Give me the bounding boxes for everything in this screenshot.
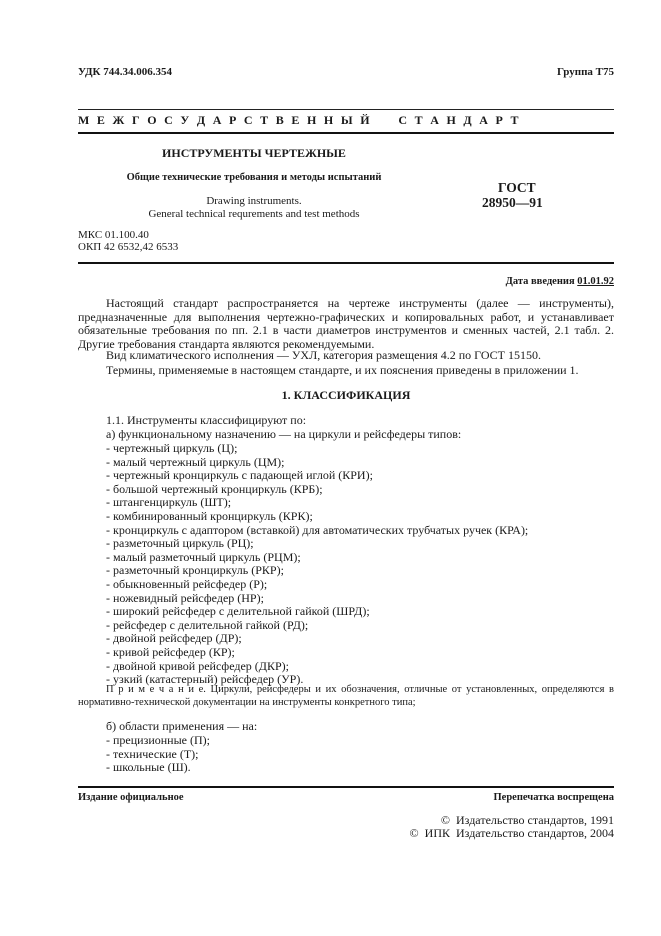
english-title-line1: Drawing instruments. (206, 195, 302, 207)
list-item: - комбинированный кронциркуль (КРК); (106, 508, 313, 523)
document-subtitle: Общие технические требования и методы испытаний (126, 172, 382, 183)
reprint-notice: Перепечатка воспрещена (493, 792, 614, 803)
list-item: - большой чертежный кронциркуль (КРБ); (106, 481, 323, 496)
list-item: - ножевидный рейсфедер (НР); (106, 590, 264, 605)
effective-date (506, 276, 614, 287)
section-heading: 1. КЛАССИФИКАЦИЯ (281, 388, 411, 402)
note-label: П р и м е ч а н и е. (106, 684, 206, 695)
list-item: - кронциркуль с адаптором (вставкой) для автоматических трубчатых ручек (КРА); (106, 522, 529, 537)
list-item: - разметочный кронциркуль (РКР); (106, 563, 284, 578)
application-area-list (106, 734, 614, 775)
group-code: Группа Т75 (556, 66, 614, 78)
copyright-1991: © Издательство стандартов, 1991 (440, 813, 614, 827)
standard-banner: М Е Ж Г О С У Д А Р С Т В Е Н Н Ы Й С Т А Н Д А Р Т (78, 113, 521, 127)
english-title-line2: General technical requrements and test methods (148, 208, 360, 220)
list-item: - разметочный циркуль (РЦ); (106, 536, 254, 551)
effective-date-value: 01.01.92 (577, 276, 614, 287)
list-item: - кривой рейсфедер (КР); (106, 644, 235, 659)
copyright-2004: © ИПК Издательство стандартов, 2004 (409, 826, 614, 840)
list-item: - школьные (Ш). (106, 760, 191, 775)
note-text: Циркули, рейсфедеры и их обозначения, отличные от установленных, определяются в нормативно-технической документации на инструменты конкретного типа; (78, 684, 615, 708)
list-item: - узкий (катастерный) рейсфедер (УР). (106, 672, 304, 687)
list-item: - малый разметочный циркуль (РЦМ); (106, 549, 301, 564)
list-item: - чертежный циркуль (Ц); (106, 441, 238, 455)
title-bottom-rule (78, 262, 614, 264)
okp-code: ОКП 42 6532,42 6533 (78, 241, 179, 253)
list-item: - двойной рейсфедер (ДР); (106, 631, 242, 646)
official-edition: Издание официальное (78, 792, 184, 803)
document-title: ИНСТРУМЕНТЫ ЧЕРТЕЖНЫЕ (162, 146, 346, 160)
list-item: - двойной кривой рейсфедер (ДКР); (106, 658, 289, 673)
gost-label: ГОСТ (498, 180, 536, 195)
gost-number: 28950—91 (482, 195, 543, 210)
list-item: - малый чертежный циркуль (ЦМ); (106, 454, 285, 469)
list-item: - штангенциркуль (ШТ); (106, 495, 232, 510)
intro-paragraph-3: Термины, применяемые в настоящем стандарте, и их пояснения приведены в приложении 1. (106, 363, 579, 377)
effective-date-label: Дата введения (505, 276, 575, 287)
intro-paragraph-2: Вид климатического исполнения — УХЛ, категория размещения 4.2 по ГОСТ 15150. (106, 348, 541, 362)
clause-1-1: 1.1. Инструменты классифицируют по: (106, 413, 307, 427)
list-item: - чертежный кронциркуль с падающей иглой (КРИ); (106, 468, 373, 483)
clause-b-intro: б) области применения — на: (106, 719, 258, 733)
list-item: - прецизионные (П); (106, 733, 210, 747)
udk-code: УДК 744.34.006.354 (78, 66, 173, 78)
instrument-type-list (106, 442, 614, 687)
note (78, 683, 614, 709)
list-item: - технические (Т); (106, 746, 199, 761)
mks-code: МКС 01.100.40 (78, 229, 149, 241)
banner-bottom-rule (78, 132, 614, 134)
footer-rule (78, 786, 614, 788)
list-item: - широкий рейсфедер с делительной гайкой (ШРД); (106, 604, 370, 619)
intro-paragraph-1: Настоящий стандарт распространяется на чертеже инструменты (далее — инструменты), предназначенные для выполнения чертежно-графических и копировальных работ, и устанавливает обязательные требования по пп. 2.1 в части диаметров инструментов и сменных частей, 2.1 табл. 2. Другие требования стандарта являются рекомендуемыми. (78, 296, 614, 351)
list-item: - обыкновенный рейсфедер (Р); (106, 576, 268, 591)
list-item: - рейсфедер с делительной гайкой (РД); (106, 617, 309, 632)
clause-a-intro: а) функциональному назначению — на циркули и рейсфедеры типов: (106, 427, 462, 441)
banner-top-rule (78, 109, 614, 110)
